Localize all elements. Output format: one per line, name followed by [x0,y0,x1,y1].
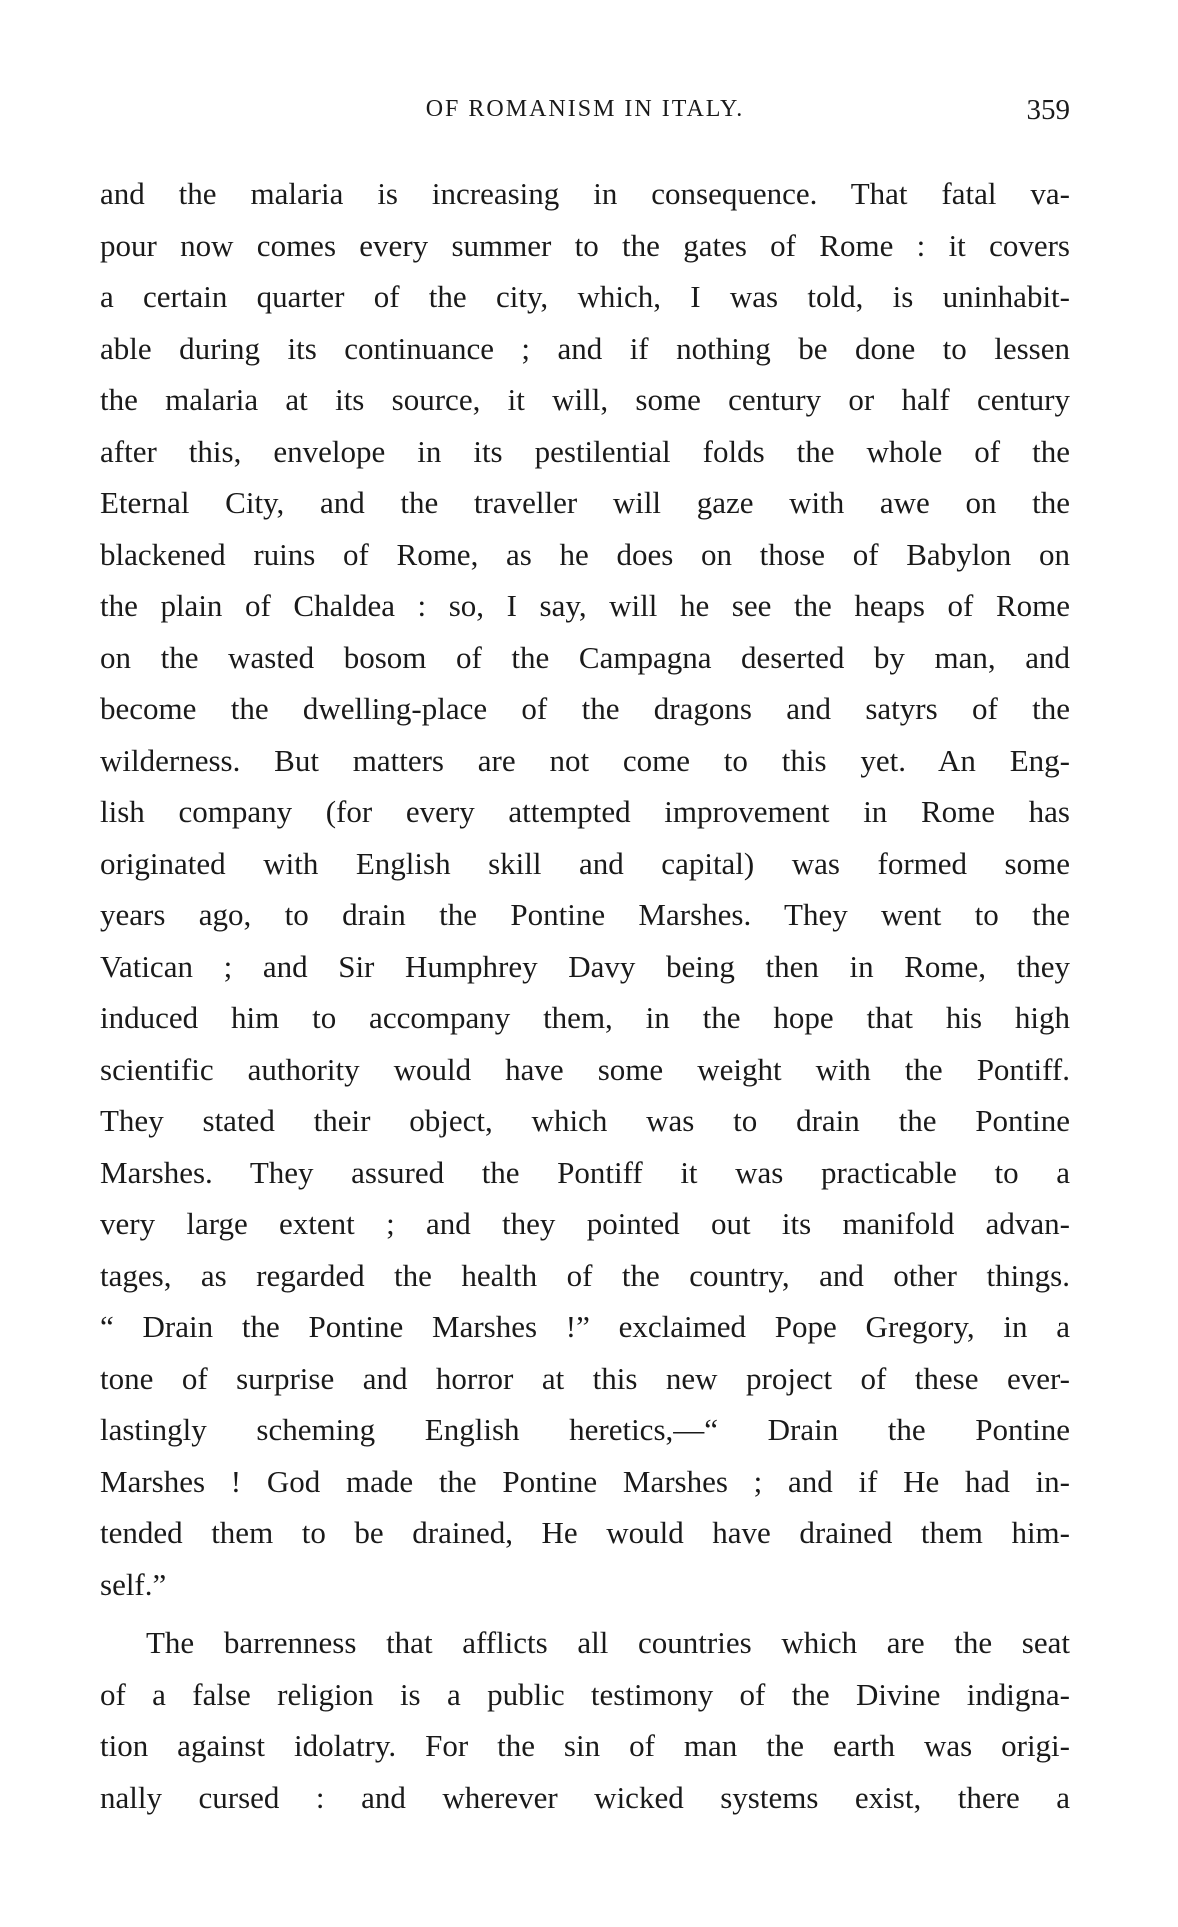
text-line: a certain quarter of the city, which, I was told, is uninhabit- [100,279,1070,314]
text-line: Marshes ! God made the Pontine Marshes ; and if He had in- [100,1463,1070,1499]
text-line: tone of surprise and horror at this new project of these ever- [100,1360,1070,1396]
paragraph-2 [100,1617,1070,1823]
text-line: lastingly scheming English heretics,—“ Drain the Pontine [100,1412,1070,1447]
text-line: “ Drain the Pontine Marshes !” exclaimed Pope Gregory, in a [100,1309,1070,1344]
body-text [100,168,1070,1823]
text-line: tion against idolatry. For the sin of man the earth was origi- [100,1728,1070,1763]
text-line: of a false religion is a public testimony of the Divine indigna- [100,1676,1070,1712]
text-line: on the wasted bosom of the Campagna deserted by man, and [100,639,1070,675]
running-head [100,96,1070,136]
page-number: 359 [1026,94,1070,126]
text-line: become the dwelling-place of the dragons and satyrs of the [100,691,1070,726]
text-line: after this, envelope in its pestilential folds the whole of the [100,433,1070,469]
text-line: self.” [100,1566,167,1602]
text-line: able during its continuance ; and if nothing be done to lessen [100,330,1070,366]
text-line: tended them to be drained, He would have drained them him- [100,1515,1070,1550]
text-line: tages, as regarded the health of the country, and other things. [100,1257,1070,1293]
text-line: nally cursed : and wherever wicked systems exist, there a [100,1779,1070,1815]
text-line: wilderness. But matters are not come to this yet. An Eng- [100,742,1070,778]
text-line: the malaria at its source, it will, some century or half century [100,382,1070,417]
text-line: blackened ruins of Rome, as he does on those of Babylon on [100,536,1070,572]
paragraph-1 [100,168,1070,1610]
text-line: The barrenness that afflicts all countries which are the seat [146,1625,1070,1660]
text-line: the plain of Chaldea : so, I say, will he see the heaps of Rome [100,588,1070,623]
text-line: Marshes. They assured the Pontiff it was practicable to a [100,1154,1070,1190]
text-line: very large extent ; and they pointed out its manifold advan- [100,1206,1070,1241]
text-line: pour now comes every summer to the gates of Rome : it covers [100,227,1070,263]
text-line: Eternal City, and the traveller will gaze with awe on the [100,485,1070,520]
paragraph-gap [100,1610,1070,1617]
text-line: They stated their object, which was to drain the Pontine [100,1103,1070,1138]
text-line: lish company (for every attempted improvement in Rome has [100,794,1070,829]
text-line: Vatican ; and Sir Humphrey Davy being then in Rome, they [100,948,1070,984]
text-line: scientific authority would have some weight with the Pontiff. [100,1051,1070,1087]
text-line: years ago, to drain the Pontine Marshes. They went to the [100,897,1070,932]
running-title: OF ROMANISM IN ITALY. [425,96,745,122]
text-line: and the malaria is increasing in consequence. That fatal va- [100,176,1070,211]
text-line: originated with English skill and capital) was formed some [100,845,1070,881]
text-line: induced him to accompany them, in the hope that his high [100,1000,1070,1035]
